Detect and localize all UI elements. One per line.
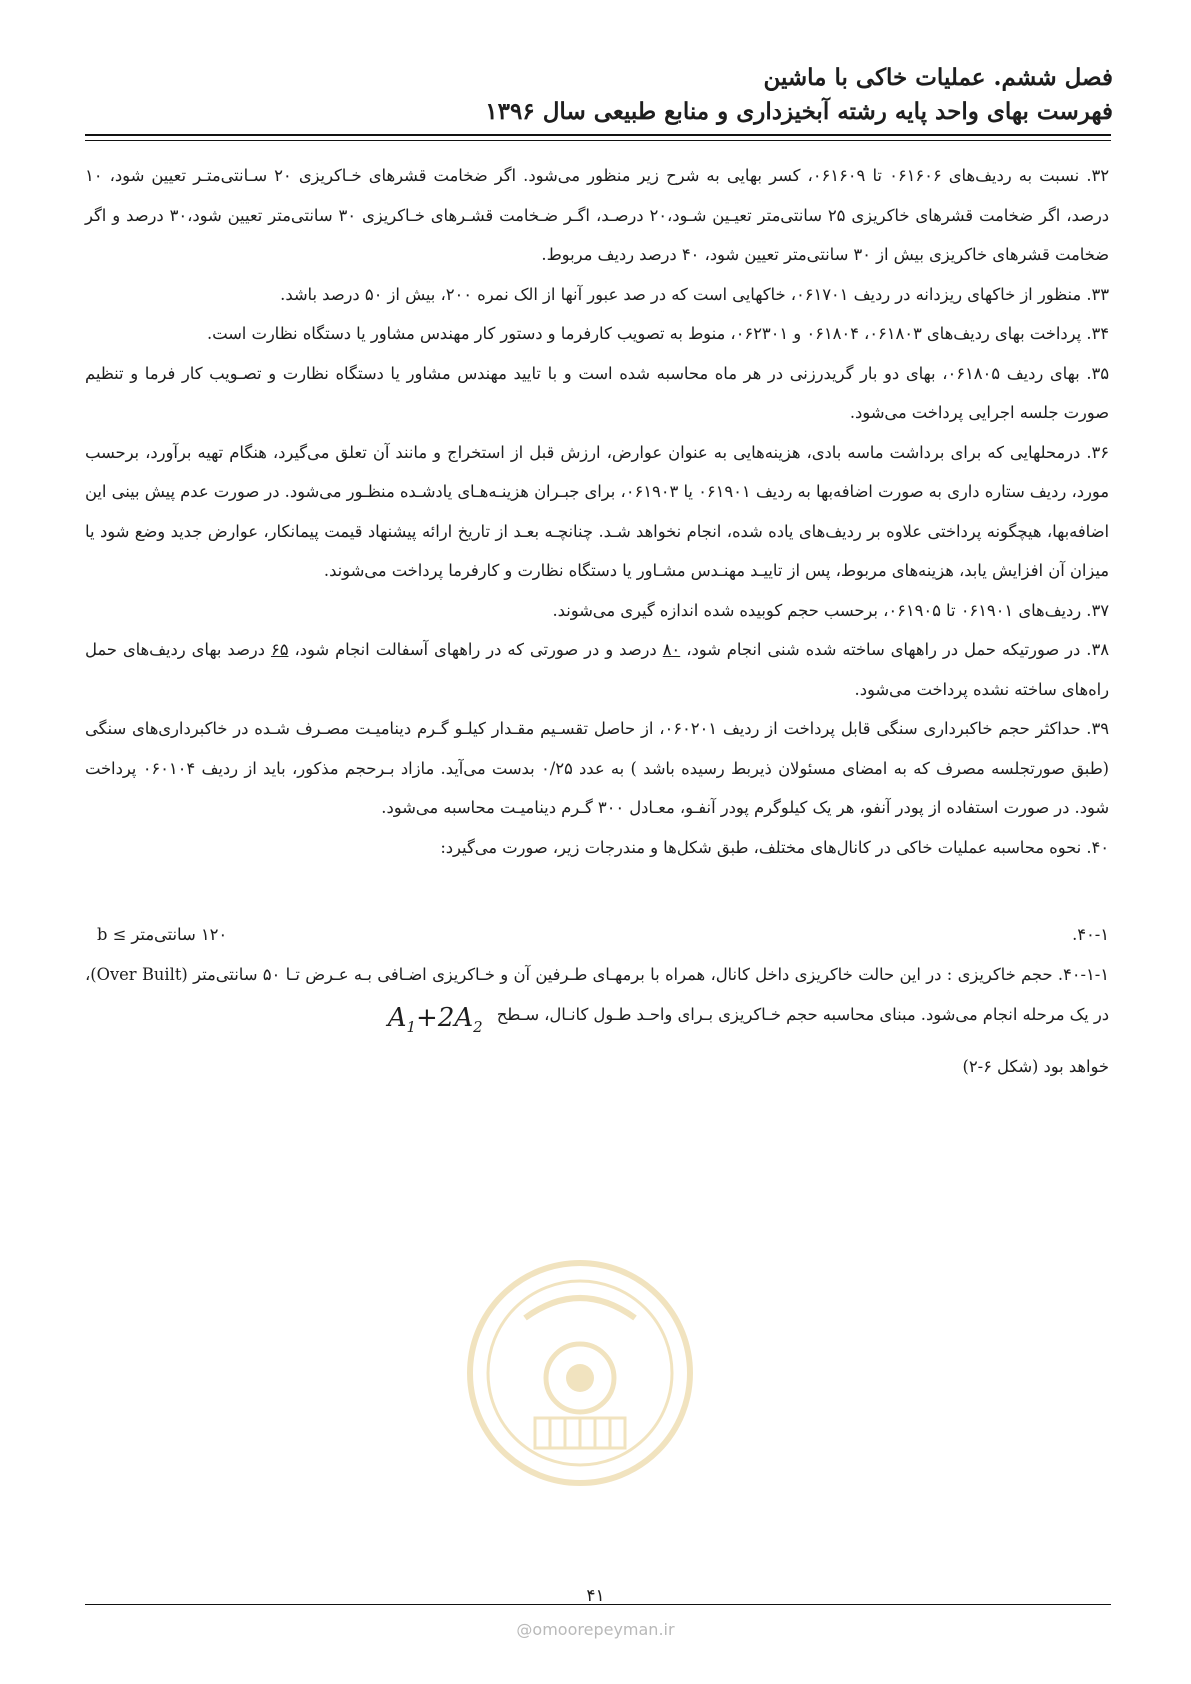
page-number: ۴۱ xyxy=(586,1586,605,1606)
paragraph-37: ۳۷. ردیف‌های ۰۶۱۹۰۱ تا ۰۶۱۹۰۵، برحسب حجم کوبیده شده اندازه گیری می‌شوند. xyxy=(552,600,1109,620)
paragraph-38 xyxy=(85,630,1109,709)
paragraph-38-value-80: ۸۰ xyxy=(662,640,681,659)
paragraph-36: ۳۶. درمحلهایی که برای برداشت ماسه بادی، هزینه‌هایی به عنوان عوارض، ارزش قبل از استخراج و مانند آن تعلق می‌گیرد، هنگام تهیه برآورد، برحسب مورد، ردیف ستاره داری به صورت اضافه‌بها به ردیف ۰۶۱۹۰۱ یا ۰۶۱۹۰۳، برای جبـران هزینـه‌هـای یادشـده منظـور می‌شود. در صورت عدم پیش بینی این اضافه‌بها، هیچگونه پرداختی علاوه بر ردیف‌های یاده شده، انجام نخواهد شـد. چنانچـه بعـد از تاریخ ارائه پیشنهاد قیمت پیمانکار، عوارض جدید وضع شود یا میزان آن افزایش یابد، هزینه‌های مربوط، پس از تاییـد مهنـدس مشـاور یا دستگاه نظارت و کارفرما پرداخت می‌شوند. xyxy=(85,442,1109,580)
footer-rule xyxy=(85,1604,1111,1605)
paragraph-34: ۳۴. پرداخت بهای ردیف‌های ۰۶۱۸۰۳، ۰۶۱۸۰۴ و ۰۶۲۳۰۱، منوط به تصویب کارفرما و دستور کار مهندس مشاور یا دستگاه نظارت است. xyxy=(206,324,1109,343)
paragraph-40-1-1-text: ۴۰-۱-۱. حجم خاکریزی : در این حالت خاکریزی داخل کانال، همراه با برمهـای طـرفین آن و خـاکریزی اضـافی بـه عـرض تـا ۵۰ سانتی‌متر (Over Built)، در یک مرحله انجام می‌شود. مبنای محاسبه حجم خـاکریزی بـرای واحـد طـول کانـال، سـطح xyxy=(85,965,1110,1024)
publisher-seal-watermark xyxy=(465,1258,695,1488)
paragraph-40-1-1 xyxy=(85,955,1109,1047)
formula-a1-sub: 1 xyxy=(406,1017,417,1036)
paragraph-40: ۴۰. نحوه محاسبه عملیات خاکی در کانال‌های مختلف، طبق شکل‌ها و مندرجات زیر، صورت می‌گیرد: xyxy=(440,837,1109,857)
document-body xyxy=(85,156,1109,1087)
watermark-url: @omoorepeyman.ir xyxy=(516,1620,675,1639)
paragraph-38-part-b: درصد و در صورتی که در راههای آسفالت انجام شود، xyxy=(288,640,663,659)
paragraph-40-1-1-tail: خواهد بود (شکل ۶-۲) xyxy=(962,1057,1109,1077)
paragraph-38-part-c: درصد بهای ردیف‌های حمل راه‌های ساخته نشده پرداخت می‌شود. xyxy=(85,640,1109,699)
formula-a1: A xyxy=(387,1002,407,1033)
section-40-1-row xyxy=(85,915,1109,955)
paragraph-38-part-a: ۳۸. در صورتیکه حمل در راههای ساخته شده شنی انجام شود، xyxy=(680,640,1109,659)
paragraph-32: ۳۲. نسبت به ردیف‌های ۰۶۱۶۰۶ تا ۰۶۱۶۰۹، کسر بهایی به شرح زیر منظور می‌شود. اگر ضخامت قشرهای خـاکریزی ۲۰ سـانتی‌متـر تعیین شود، ۱۰ درصد، اگر ضخامت قشرهای خاکریزی ۲۵ سانتی‌متر تعیـین شـود،۲۰ درصـد، اگـر ضـخامت قشـرهای خـاکریزی ۳۰ سانتی‌متر تعیین شود،۳۰ درصد و اگر ضخامت قشرهای خاکریزی بیش از ۳۰ سانتی‌متر تعیین شود، ۴۰ درصد ردیف مربوط. xyxy=(85,166,1109,264)
section-40-1-condition: ۱۲۰ سانتی‌متر ≥ b xyxy=(97,925,228,944)
paragraph-39: ۳۹. حداکثر حجم خاکبرداری سنگی قابل پرداخت از ردیف ۰۶۰۲۰۱، از حاصل تقسـیم مقـدار کیلـو گـرم دینامیـت مصـرف شـده در خاکبرداری‌های سنگی (طبق صورتجلسه مصرف که به امضای مسئولان ذیربط رسیده باشد ) به عدد ۰/۲۵ بدست می‌آید. مازاد بـرحجم مذکور، باید از ردیف ۰۶۰۱۰۴ پرداخت شود. در صورت استفاده از پودر آنفو، هر یک کیلوگرم پودر آنفـو، معـادل ۳۰۰ گـرم دینامیـت محاسبه می‌شود. xyxy=(85,719,1110,817)
area-formula xyxy=(388,999,483,1048)
section-40-1-label: ۴۰-۱. xyxy=(1072,925,1109,944)
header-rule-thin xyxy=(85,140,1111,141)
header-rule-thick xyxy=(85,134,1111,136)
formula-a2-sub: 2 xyxy=(473,1017,483,1036)
chapter-title: فصل ششم. عملیات خاکی با ماشین xyxy=(763,64,1113,91)
paragraph-38-value-65: ۶۵ xyxy=(270,640,289,659)
paragraph-33: ۳۳. منظور از خاکهای ریزدانه در ردیف ۰۶۱۷۰۱، خاکهایی است که در صد عبور آنها از الک نمره ۲۰۰، بیش از ۵۰ درصد باشد. xyxy=(280,284,1109,304)
spacer xyxy=(85,867,1109,915)
paragraph-35: ۳۵. بهای ردیف ۰۶۱۸۰۵، بهای دو بار گریدرزنی در هر ماه محاسبه شده است و با تایید مهندس مشاور یا دستگاه نظارت و تصـویب کار فرما و تنظیم صورت جلسه اجرایی پرداخت می‌شود. xyxy=(85,363,1109,422)
document-subtitle: فهرست بهای واحد پایه رشته آبخیزداری و منابع طبیعی سال ۱۳۹۶ xyxy=(485,98,1113,125)
formula-2a2: +2A xyxy=(416,1002,474,1033)
